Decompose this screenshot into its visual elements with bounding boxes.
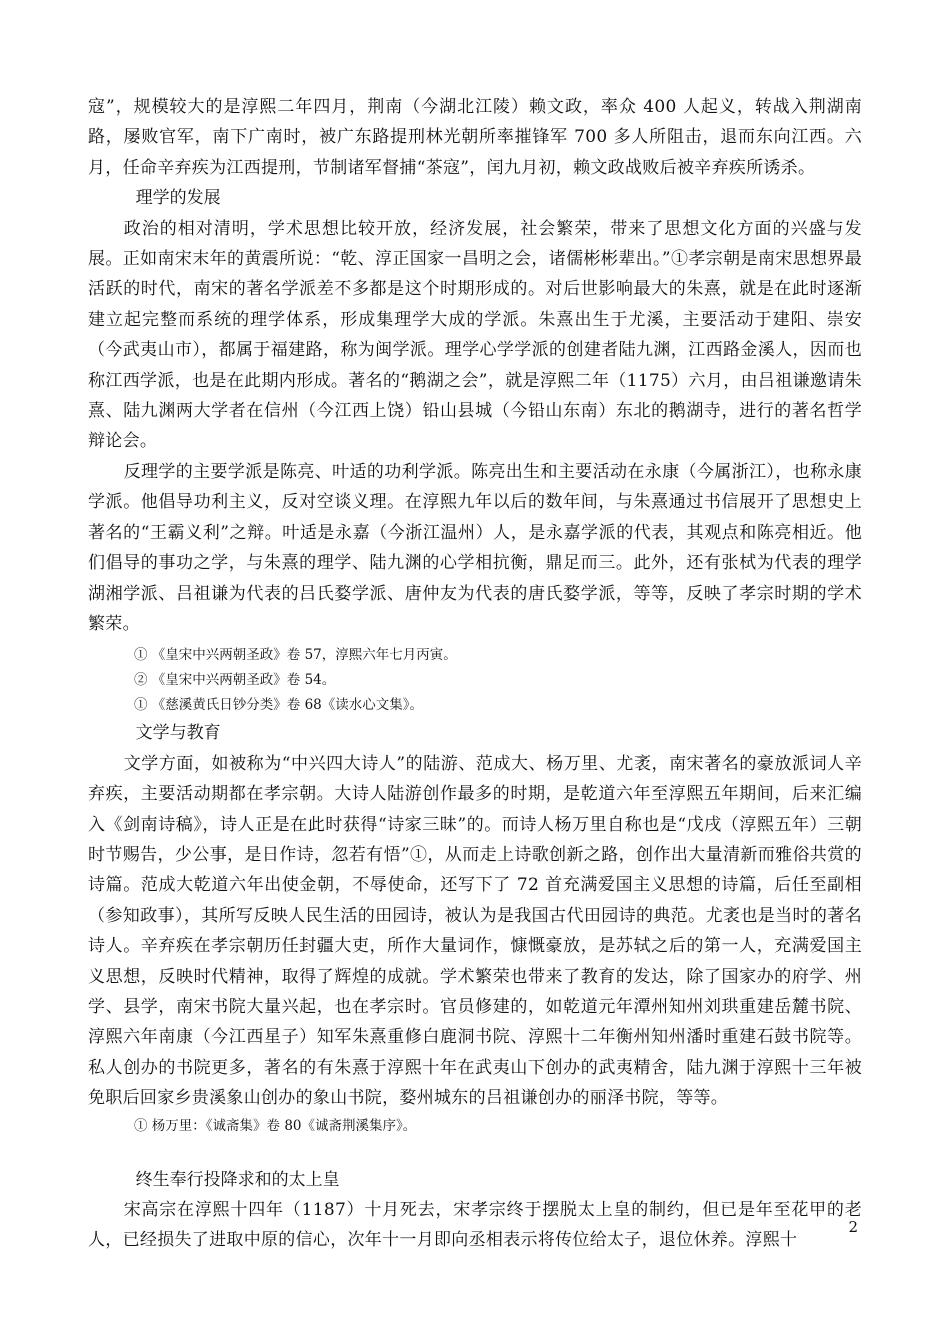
paragraph-taishang-1: 宋高宗在淳熙十四年（1187）十月死去，宋孝宗终于摆脱太上皇的制约，但已是年至花甲的老人，已经损失了进取中原的信心，次年十一月即向丞相表示将传位给太子，退位休养。淳熙十: [88, 1200, 862, 1251]
section-heading-lixue: 理学的发展: [135, 188, 221, 209]
footnote: ② 《皇宋中兴两朝圣政》卷 54。: [134, 672, 336, 689]
footnote: ① 《慈溪黄氏日钞分类》卷 68《读水心文集》。: [134, 697, 424, 714]
paragraph-lixue-1: 政治的相对清明，学术思想比较开放，经济发展，社会繁荣，带来了思想文化方面的兴盛与发展。正如南宋末年的黄震所说：“乾、淳正国家一昌明之会，诸儒彬彬辈出。”①孝宗朝是南宋思想界最活跃的时代，南宋的著名学派差不多都是这个时期形成的。对后世影响最大的朱熹，就是在此时逐渐建立起完整而系统的理学体系，形成集理学大成的学派。朱熹出生于尤溪，主要活动于建阳、崇安（今武夷山市），都属于福建路，称为闽学派。理学心学学派的创建者陆九渊，江西路金溪人，因而也称江西学派，也是在此期内形成。著名的“鹅湖之会”，就是淳熙二年（1175）六月，由吕祖谦邀请朱熹、陆九渊两大学者在信州（今江西上饶）铅山县城（今铅山东南）东北的鹅湖寺，进行的著名哲学辩论会。: [88, 218, 862, 452]
section-heading-wenxue: 文学与教育: [135, 723, 221, 744]
page-number: 2: [848, 1218, 858, 1236]
footnotes-lixue: [88, 643, 862, 718]
section-heading-taishang: 终生奉行投降求和的太上皇: [135, 1169, 340, 1190]
paragraph-wenxue-1: 文学方面，如被称为“中兴四大诗人”的陆游、范成大、杨万里、尤袤，南宋著名的豪放派词人辛弃疾，主要活动期都在孝宗朝。大诗人陆游创作最多的时期，是乾道六年至淳熙五年期间，后来汇编入《剑南诗稿》，诗人正是在此时获得“诗家三昧”的。而诗人杨万里自称也是“戊戌（淳熙五年）三朝时节赐告，少公事，是日作诗，忽若有悟”①，从而走上诗歌创新之路，创作出大量清新而雅俗共赏的诗篇。范成大乾道六年出使金朝，不辱使命，还写下了 72 首充满爱国主义思想的诗篇，后任至副相（参知政事），其所写反映人民生活的田园诗，被认为是我国古代田园诗的典范。尤袤也是当时的著名诗人。辛弃疾在孝宗朝历任封疆大吏，所作大量词作，慷慨豪放，是苏轼之后的第一人，充满爱国主义思想，反映时代精神，取得了辉煌的成就。学术繁荣也带来了教育的发达，除了国家办的府学、州学、县学，南宋书院大量兴起，也在孝宗时。官员修建的，如乾道元年潭州知州刘珙重建岳麓书院、淳熙六年南康（今江西星子）知军朱熹重修白鹿洞书院、淳熙十二年衡州知州潘时重建石鼓书院等。私人创办的书院更多，著名的有朱熹于淳熙十年在武夷山下创办的武夷精舍，陆九渊于淳熙十三年被免职后回家乡贵溪象山创办的象山书院，婺州城东的吕祖谦创办的丽泽书院，等等。: [88, 753, 862, 1109]
paragraph-lixue-2: 反理学的主要学派是陈亮、叶适的功利学派。陈亮出生和主要活动在永康（今属浙江），也称永康学派。他倡导功利主义，反对空谈义理。在淳熙九年以后的数年间，与朱熹通过书信展开了思想史上著名的“王霸义利”之辩。叶适是永嘉（今浙江温州）人，是永嘉学派的代表，其观点和陈亮相近。他们倡导的事功之学，与朱熹的理学、陆九渊的心学相抗衡，鼎足而三。此外，还有张栻为代表的理学湖湘学派、吕祖谦为代表的吕氏婺学派、唐仲友为代表的唐氏婺学派，等等，反映了孝宗时期的学术繁荣。: [88, 461, 862, 634]
paragraph-chakou-continuation: 寇”，规模较大的是淳熙二年四月，荆南（今湖北江陵）赖文政，率众 400 人起义，转战入荆湖南路，屡败官军，南下广南时，被广东路提刑林光朝所率摧锋军 700 多人所阻击，退而东向江西。六月，任命辛弃疾为江西提刑，节制诸军督捕“茶寇”，闰九月初，赖文政战败后被辛弃疾所诱杀。: [88, 97, 862, 178]
footnote: ① 《皇宋中兴两朝圣政》卷 57，淳熙六年七月丙寅。: [134, 647, 457, 664]
section-gap: [88, 1139, 862, 1165]
body-text: [88, 92, 862, 1256]
footnote: ① 杨万里：《诚斋集》卷 80《诚斋荆溪集序》。: [134, 1117, 417, 1134]
